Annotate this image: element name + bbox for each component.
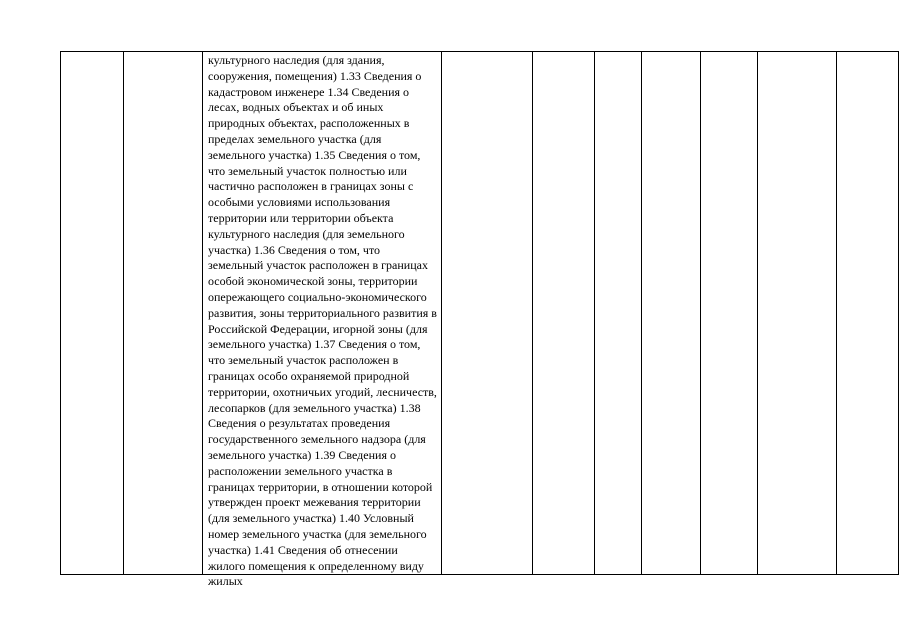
table-cell-10: [837, 52, 899, 575]
table-cell-description: [203, 52, 442, 589]
table-cell-2: [124, 52, 203, 575]
table-cell-5: [533, 52, 595, 575]
description-text: культурного наследия (для здания, сооружения, помещения) 1.33 Сведения о кадастровом инженере 1.34 Сведения о лесах, водных объектах и об иных природных объектах, расположенных в пределах земельного участка (для земельного участка) 1.35 Сведения о том, что земельный участок полностью или частично расположен в границах зоны с особыми условиями использования территории или территории объекта культурного наследия (для земельного участка) 1.36 Сведения о том, что земельный участок расположен в границах особой экономической зоны, территории опережающего социально-экономического развития, зоны территориального развития в Российской Федерации, игорной зоны (для земельного участка) 1.37 Сведения о том, что земельный участок расположен в границах особо охраняемой природной территории, охотничьих угодий, лесничеств, лесопарков (для земельного участка) 1.38 Сведения о результатах проведения государственного земельного надзора (для земельного участка) 1.39 Сведения о расположении земельного участка в границах территории, в отношении которой утвержден проект межевания территории (для земельного участка) 1.40 Условный номер земельного участка (для земельного участка) 1.41 Сведения об отнесении жилого помещения к определенному виду жилых: [208, 53, 437, 589]
table-cell-7: [642, 52, 701, 575]
document-table: [60, 51, 899, 589]
table-cell-6: [595, 52, 642, 575]
table-cell-8: [701, 52, 758, 575]
table-cell-4: [442, 52, 533, 575]
table-cell-9: [758, 52, 837, 575]
table-row: [61, 52, 899, 575]
table-cell-1: [61, 52, 124, 575]
